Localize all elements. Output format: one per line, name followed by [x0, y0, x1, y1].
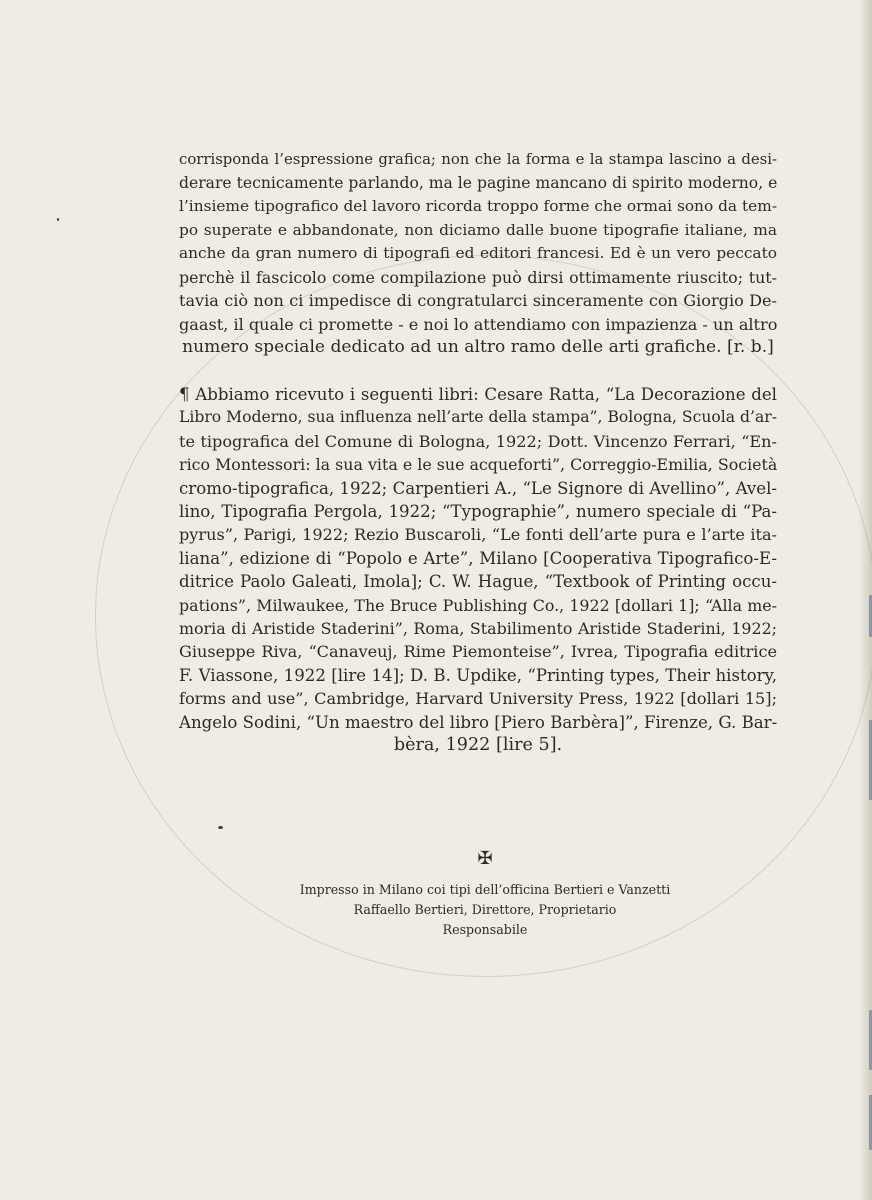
colophon	[250, 848, 720, 940]
cross-ornament-icon: ✠	[477, 848, 493, 869]
text-line: perchè il fascicolo come compilazione può dirsi ottimamente riuscito; tut-	[179, 267, 777, 287]
books-received-paragraph	[179, 383, 777, 758]
text-line: ¶ Abbiamo ricevuto i seguenti libri: Cesare Ratta, “La Decorazione del	[179, 385, 777, 404]
text-line: Angelo Sodini, “Un maestro del libro [Piero Barbèra]”, Firenze, G. Bar-	[179, 712, 778, 732]
colophon-line: Responsabile	[442, 922, 528, 937]
text-line: gaast, il quale ci promette - e noi lo attendiamo con impazienza - un altro	[179, 314, 778, 334]
text-line: pations”, Milwaukee, The Bruce Publishing Co., 1922 [dollari 1]; “Alla me-	[179, 595, 777, 615]
text-line: derare tecnicamente parlando, ma le pagine mancano di spirito moderno, e	[179, 173, 778, 192]
text-line: moria di Aristide Staderini”, Roma, Stabilimento Aristide Staderini, 1922;	[179, 619, 777, 639]
text-line: l’insieme tipografico del lavoro ricorda troppo forme che ormai sono da tem-	[179, 197, 777, 215]
text-line: anche da gran numero di tipografi ed editori francesi. Ed è un vero peccato	[179, 244, 777, 262]
paper-speck	[218, 826, 223, 829]
text-line: pyrus”, Parigi, 1922; Rezio Buscaroli, “Le fonti dell’arte pura e l’arte ita-	[179, 525, 777, 545]
text-line: forms and use”, Cambridge, Harvard University Press, 1922 [dollari 15];	[179, 689, 777, 709]
text-line: F. Viassone, 1922 [lire 14]; D. B. Updike, “Printing types, Their history,	[179, 665, 777, 685]
text-line: Libro Moderno, sua influenza nell’arte della stampa”, Bologna, Scuola d’ar-	[179, 408, 777, 427]
text-line: lino, Tipografia Pergola, 1922; “Typographie”, numero speciale di “Pa-	[179, 502, 777, 522]
text-line: te tipografica del Comune di Bologna, 1922; Dott. Vincenzo Ferrari, “En-	[179, 431, 777, 451]
paper-speck	[57, 218, 59, 221]
text-line: Giuseppe Riva, “Canaveuj, Rime Piemonteise”, Ivrea, Tipografia editrice	[179, 642, 777, 662]
text-line: po superate e abbandonate, non diciamo dalle buone tipografie italiane, ma	[179, 220, 777, 239]
text-line: cromo-tipografica, 1922; Carpentieri A., “Le Signore di Avellino”, Avel-	[179, 478, 777, 498]
colophon-line: Raffaello Bertieri, Direttore, Proprietario	[353, 902, 617, 917]
text-line: bèra, 1922 [lire 5].	[393, 735, 563, 756]
text-line: tavia ciò non ci impedisce di congratularci sinceramente con Giorgio De-	[179, 291, 777, 310]
text-line: numero speciale dedicato ad un altro ramo delle arti grafiche. [r. b.]	[182, 337, 774, 357]
review-paragraph	[179, 148, 777, 360]
text-line: ditrice Paolo Galeati, Imola]; C. W. Hague, “Textbook of Printing occu-	[179, 572, 777, 592]
text-line: corrisponda l’espressione grafica; non che la forma e la stampa lascino a desi-	[179, 150, 777, 168]
text-line: liana”, edizione di “Popolo e Arte”, Milano [Cooperativa Tipografico-E-	[179, 548, 777, 568]
colophon-line: Impresso in Milano coi tipi dell’officina Bertieri e Vanzetti	[299, 882, 671, 897]
text-line: rico Montessori: la sua vita e le sue acqueforti”, Correggio-Emilia, Società	[179, 455, 778, 475]
